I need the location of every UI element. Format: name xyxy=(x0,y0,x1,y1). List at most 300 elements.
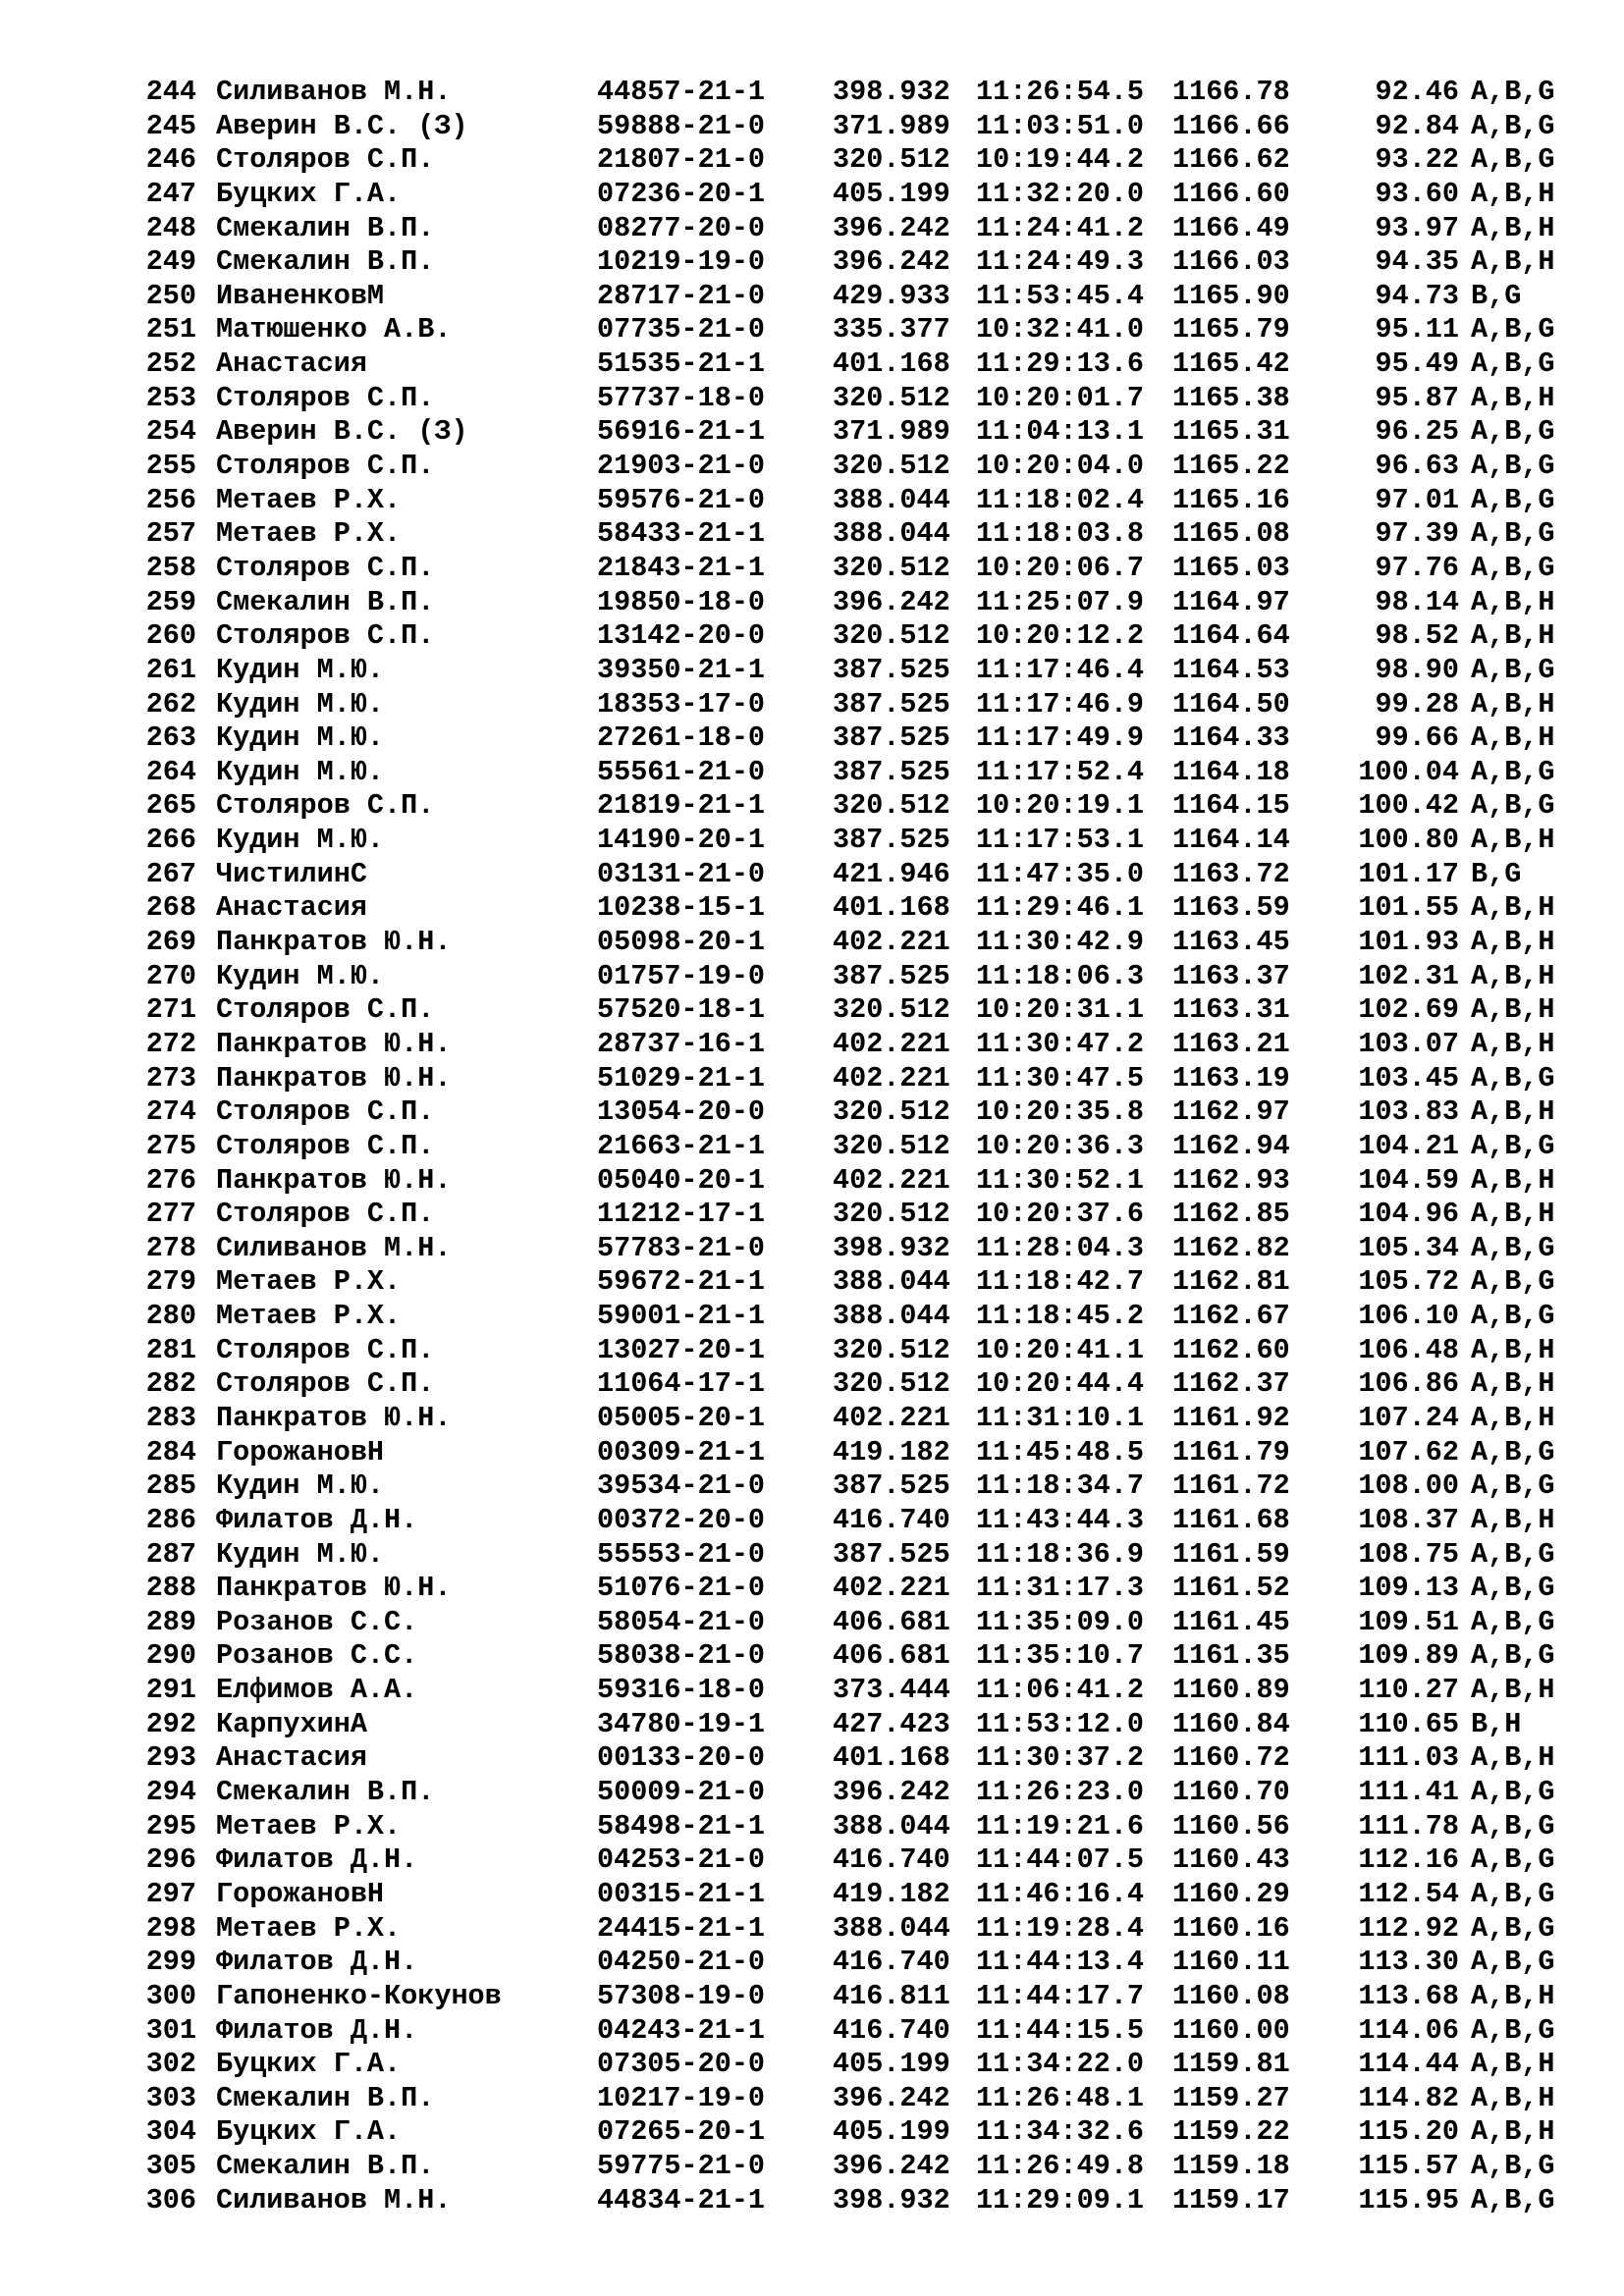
ring-code-cell: 08277-20-0 xyxy=(597,211,766,244)
points-cell: 112.16 xyxy=(1358,1843,1459,1877)
flags-cell: A,B,G xyxy=(1471,1843,1555,1877)
flags-cell: A,B,G xyxy=(1471,109,1555,142)
speed-cell: 1163.31 xyxy=(1172,993,1290,1027)
ring-code-cell: 58433-21-1 xyxy=(597,517,766,551)
participant-name-cell: Столяров С.П. xyxy=(216,1129,435,1162)
arrival-time-cell: 11:24:41.2 xyxy=(976,211,1145,244)
ring-code-cell: 55553-21-0 xyxy=(597,1537,766,1571)
arrival-time-cell: 11:19:28.4 xyxy=(976,1911,1145,1945)
ring-code-cell: 57737-18-0 xyxy=(597,381,766,414)
participant-name-cell: Кудин М.Ю. xyxy=(216,1537,385,1571)
arrival-time-cell: 11:32:20.0 xyxy=(976,177,1145,210)
arrival-time-cell: 11:35:10.7 xyxy=(976,1639,1145,1673)
participant-name-cell: Столяров С.П. xyxy=(216,1333,435,1366)
participant-name-cell: Метаев Р.Х. xyxy=(216,483,402,516)
speed-cell: 1159.22 xyxy=(1172,2115,1290,2149)
speed-cell: 1159.81 xyxy=(1172,2048,1290,2081)
ring-code-cell: 13027-20-1 xyxy=(597,1333,766,1366)
speed-cell: 1166.49 xyxy=(1172,211,1290,244)
flags-cell: A,B,G xyxy=(1471,450,1555,483)
ring-code-cell: 57308-19-0 xyxy=(597,1979,766,2012)
participant-name-cell: Метаев Р.Х. xyxy=(216,1809,402,1842)
speed-cell: 1165.31 xyxy=(1172,415,1290,449)
participant-name-cell: Панкратов Ю.Н. xyxy=(216,1027,452,1060)
speed-cell: 1163.45 xyxy=(1172,926,1290,959)
flags-cell: A,B,H xyxy=(1471,824,1555,857)
participant-name-cell: ГорожановН xyxy=(216,1877,385,1910)
flags-cell: A,B,H xyxy=(1471,891,1555,925)
speed-cell: 1162.93 xyxy=(1172,1163,1290,1197)
speed-cell: 1162.97 xyxy=(1172,1095,1290,1129)
points-cell: 92.46 xyxy=(1375,76,1459,108)
points-cell: 113.30 xyxy=(1358,1946,1459,1979)
speed-cell: 1160.43 xyxy=(1172,1843,1290,1877)
ring-code-cell: 07735-21-0 xyxy=(597,313,766,347)
distance-cell: 406.681 xyxy=(833,1605,950,1638)
ring-code-cell: 21843-21-1 xyxy=(597,551,766,584)
row-number-cell: 300 xyxy=(145,1979,196,2012)
arrival-time-cell: 11:24:49.3 xyxy=(976,245,1145,279)
arrival-time-cell: 11:19:21.6 xyxy=(976,1809,1145,1842)
flags-cell: A,B,G xyxy=(1471,1877,1555,1910)
arrival-time-cell: 11:44:15.5 xyxy=(976,2013,1145,2047)
flags-cell: A,B,H xyxy=(1471,1401,1555,1434)
row-number-cell: 278 xyxy=(145,1231,196,1264)
participant-name-cell: Кудин М.Ю. xyxy=(216,687,385,721)
flags-cell: A,B,G xyxy=(1471,483,1555,516)
arrival-time-cell: 11:28:04.3 xyxy=(976,1231,1145,1264)
arrival-time-cell: 11:18:42.7 xyxy=(976,1265,1145,1299)
ring-code-cell: 10238-15-1 xyxy=(597,891,766,925)
points-cell: 98.14 xyxy=(1375,585,1459,618)
row-number-cell: 293 xyxy=(145,1741,196,1775)
distance-cell: 396.242 xyxy=(833,211,950,244)
distance-cell: 416.740 xyxy=(833,2013,950,2047)
row-number-cell: 296 xyxy=(145,1843,196,1877)
points-cell: 102.31 xyxy=(1358,959,1459,992)
ring-code-cell: 10217-19-0 xyxy=(597,2081,766,2114)
speed-cell: 1164.64 xyxy=(1172,619,1290,653)
participant-name-cell: Панкратов Ю.Н. xyxy=(216,926,452,959)
flags-cell: B,G xyxy=(1471,279,1522,312)
ring-code-cell: 34780-19-1 xyxy=(597,1707,766,1740)
distance-cell: 402.221 xyxy=(833,926,950,959)
speed-cell: 1164.50 xyxy=(1172,687,1290,721)
row-number-cell: 301 xyxy=(145,2013,196,2047)
participant-name-cell: Столяров С.П. xyxy=(216,619,435,653)
ring-code-cell: 44857-21-1 xyxy=(597,76,766,108)
flags-cell: A,B,G xyxy=(1471,76,1555,108)
row-number-cell: 279 xyxy=(145,1265,196,1299)
ring-code-cell: 28717-21-0 xyxy=(597,279,766,312)
arrival-time-cell: 11:29:46.1 xyxy=(976,891,1145,925)
points-cell: 94.73 xyxy=(1375,279,1459,312)
speed-cell: 1160.11 xyxy=(1172,1946,1290,1979)
ring-code-cell: 56916-21-1 xyxy=(597,415,766,449)
row-number-cell: 287 xyxy=(145,1537,196,1571)
arrival-time-cell: 10:20:12.2 xyxy=(976,619,1145,653)
participant-name-cell: Столяров С.П. xyxy=(216,551,435,584)
points-cell: 93.97 xyxy=(1375,211,1459,244)
points-cell: 107.62 xyxy=(1358,1435,1459,1468)
points-cell: 106.48 xyxy=(1358,1333,1459,1366)
arrival-time-cell: 11:18:02.4 xyxy=(976,483,1145,516)
speed-cell: 1162.60 xyxy=(1172,1333,1290,1366)
row-number-cell: 305 xyxy=(145,2150,196,2183)
flags-cell: A,B,H xyxy=(1471,687,1555,721)
speed-cell: 1160.00 xyxy=(1172,2013,1290,2047)
points-cell: 108.37 xyxy=(1358,1503,1459,1536)
points-cell: 95.11 xyxy=(1375,313,1459,347)
speed-cell: 1165.22 xyxy=(1172,450,1290,483)
row-number-cell: 276 xyxy=(145,1163,196,1197)
points-cell: 103.07 xyxy=(1358,1027,1459,1060)
row-number-cell: 267 xyxy=(145,857,196,890)
participant-name-cell: Силиванов М.Н. xyxy=(216,2183,452,2216)
flags-cell: A,B,H xyxy=(1471,177,1555,210)
participant-name-cell: Столяров С.П. xyxy=(216,450,435,483)
distance-cell: 419.182 xyxy=(833,1435,950,1468)
participant-name-cell: Смекалин В.П. xyxy=(216,585,435,618)
flags-cell: A,B,G xyxy=(1471,1061,1555,1095)
row-number-cell: 295 xyxy=(145,1809,196,1842)
participant-name-cell: Анастасия xyxy=(216,347,367,381)
speed-cell: 1161.92 xyxy=(1172,1401,1290,1434)
participant-name-cell: Кудин М.Ю. xyxy=(216,721,385,755)
row-number-cell: 294 xyxy=(145,1776,196,1809)
ring-code-cell: 24415-21-1 xyxy=(597,1911,766,1945)
points-cell: 102.69 xyxy=(1358,993,1459,1027)
participant-name-cell: Кудин М.Ю. xyxy=(216,824,385,857)
row-number-cell: 261 xyxy=(145,653,196,686)
flags-cell: A,B,G xyxy=(1471,1911,1555,1945)
speed-cell: 1162.81 xyxy=(1172,1265,1290,1299)
arrival-time-cell: 10:20:37.6 xyxy=(976,1198,1145,1231)
flags-cell: A,B,G xyxy=(1471,1300,1555,1333)
distance-cell: 387.525 xyxy=(833,721,950,755)
participant-name-cell: Метаев Р.Х. xyxy=(216,1300,402,1333)
distance-cell: 320.512 xyxy=(833,143,950,177)
row-number-cell: 274 xyxy=(145,1095,196,1129)
ring-code-cell: 57783-21-0 xyxy=(597,1231,766,1264)
speed-cell: 1161.52 xyxy=(1172,1572,1290,1605)
distance-cell: 371.989 xyxy=(833,415,950,449)
speed-cell: 1162.37 xyxy=(1172,1367,1290,1401)
points-cell: 114.44 xyxy=(1358,2048,1459,2081)
ring-code-cell: 51076-21-0 xyxy=(597,1572,766,1605)
arrival-time-cell: 11:30:42.9 xyxy=(976,926,1145,959)
flags-cell: A,B,G xyxy=(1471,1776,1555,1809)
distance-cell: 320.512 xyxy=(833,1129,950,1162)
distance-cell: 396.242 xyxy=(833,1776,950,1809)
participant-name-cell: Филатов Д.Н. xyxy=(216,1946,418,1979)
ring-code-cell: 44834-21-1 xyxy=(597,2183,766,2216)
distance-cell: 421.946 xyxy=(833,857,950,890)
arrival-time-cell: 10:20:31.1 xyxy=(976,993,1145,1027)
distance-cell: 387.525 xyxy=(833,755,950,788)
distance-cell: 396.242 xyxy=(833,2150,950,2183)
speed-cell: 1161.72 xyxy=(1172,1469,1290,1503)
flags-cell: A,B,H xyxy=(1471,1979,1555,2012)
speed-cell: 1160.08 xyxy=(1172,1979,1290,2012)
ring-code-cell: 00309-21-1 xyxy=(597,1435,766,1468)
ring-code-cell: 19850-18-0 xyxy=(597,585,766,618)
arrival-time-cell: 11:45:48.5 xyxy=(976,1435,1145,1468)
ring-code-cell: 59888-21-0 xyxy=(597,109,766,142)
arrival-time-cell: 11:26:49.8 xyxy=(976,2150,1145,2183)
points-cell: 95.87 xyxy=(1375,381,1459,414)
distance-cell: 320.512 xyxy=(833,450,950,483)
flags-cell: A,B,G xyxy=(1471,1946,1555,1979)
points-cell: 104.21 xyxy=(1358,1129,1459,1162)
row-number-cell: 272 xyxy=(145,1027,196,1060)
distance-cell: 388.044 xyxy=(833,483,950,516)
flags-cell: A,B,G xyxy=(1471,2183,1555,2216)
distance-cell: 387.525 xyxy=(833,959,950,992)
participant-name-cell: Панкратов Ю.Н. xyxy=(216,1572,452,1605)
speed-cell: 1164.97 xyxy=(1172,585,1290,618)
flags-cell: A,B,G xyxy=(1471,755,1555,788)
row-number-cell: 245 xyxy=(145,109,196,142)
points-cell: 110.27 xyxy=(1358,1674,1459,1707)
ring-code-cell: 05005-20-1 xyxy=(597,1401,766,1434)
speed-cell: 1161.68 xyxy=(1172,1503,1290,1536)
flags-cell: A,B,G xyxy=(1471,2013,1555,2047)
participant-name-cell: Кудин М.Ю. xyxy=(216,1469,385,1503)
distance-cell: 387.525 xyxy=(833,824,950,857)
points-cell: 97.39 xyxy=(1375,517,1459,551)
points-cell: 92.84 xyxy=(1375,109,1459,142)
row-number-cell: 270 xyxy=(145,959,196,992)
points-cell: 97.76 xyxy=(1375,551,1459,584)
flags-cell: A,B,H xyxy=(1471,1367,1555,1401)
ring-code-cell: 07305-20-0 xyxy=(597,2048,766,2081)
distance-cell: 320.512 xyxy=(833,1095,950,1129)
row-number-cell: 297 xyxy=(145,1877,196,1910)
row-number-cell: 258 xyxy=(145,551,196,584)
row-number-cell: 273 xyxy=(145,1061,196,1095)
distance-cell: 405.199 xyxy=(833,2115,950,2149)
arrival-time-cell: 11:26:54.5 xyxy=(976,76,1145,108)
row-number-cell: 284 xyxy=(145,1435,196,1468)
ring-code-cell: 11212-17-1 xyxy=(597,1198,766,1231)
speed-cell: 1162.82 xyxy=(1172,1231,1290,1264)
flags-cell: A,B,H xyxy=(1471,1741,1555,1775)
speed-cell: 1162.85 xyxy=(1172,1198,1290,1231)
participant-name-cell: Столяров С.П. xyxy=(216,1367,435,1401)
participant-name-cell: Буцких Г.А. xyxy=(216,177,402,210)
ring-code-cell: 51535-21-1 xyxy=(597,347,766,381)
speed-cell: 1164.53 xyxy=(1172,653,1290,686)
row-number-cell: 304 xyxy=(145,2115,196,2149)
speed-cell: 1160.70 xyxy=(1172,1776,1290,1809)
points-cell: 93.22 xyxy=(1375,143,1459,177)
participant-name-cell: Столяров С.П. xyxy=(216,993,435,1027)
speed-cell: 1163.19 xyxy=(1172,1061,1290,1095)
speed-cell: 1165.38 xyxy=(1172,381,1290,414)
ring-code-cell: 55561-21-0 xyxy=(597,755,766,788)
flags-cell: A,B,H xyxy=(1471,619,1555,653)
row-number-cell: 248 xyxy=(145,211,196,244)
participant-name-cell: Панкратов Ю.Н. xyxy=(216,1401,452,1434)
arrival-time-cell: 11:29:09.1 xyxy=(976,2183,1145,2216)
flags-cell: A,B,G xyxy=(1471,415,1555,449)
flags-cell: A,B,G xyxy=(1471,1639,1555,1673)
distance-cell: 388.044 xyxy=(833,1809,950,1842)
arrival-time-cell: 11:44:17.7 xyxy=(976,1979,1145,2012)
participant-name-cell: Елфимов А.А. xyxy=(216,1674,418,1707)
participant-name-cell: ЧистилинС xyxy=(216,857,367,890)
participant-name-cell: Смекалин В.П. xyxy=(216,2081,435,2114)
participant-name-cell: Буцких Г.А. xyxy=(216,2115,402,2149)
points-cell: 114.82 xyxy=(1358,2081,1459,2114)
participant-name-cell: Анастасия xyxy=(216,891,367,925)
flags-cell: A,B,H xyxy=(1471,926,1555,959)
participant-name-cell: Смекалин В.П. xyxy=(216,245,435,279)
row-number-cell: 246 xyxy=(145,143,196,177)
points-cell: 111.03 xyxy=(1358,1741,1459,1775)
speed-cell: 1163.59 xyxy=(1172,891,1290,925)
ring-code-cell: 59316-18-0 xyxy=(597,1674,766,1707)
row-number-cell: 269 xyxy=(145,926,196,959)
speed-cell: 1162.67 xyxy=(1172,1300,1290,1333)
points-cell: 100.42 xyxy=(1358,789,1459,823)
distance-cell: 416.740 xyxy=(833,1946,950,1979)
row-number-cell: 302 xyxy=(145,2048,196,2081)
flags-cell: A,B,H xyxy=(1471,2048,1555,2081)
flags-cell: B,H xyxy=(1471,1707,1522,1740)
points-cell: 97.01 xyxy=(1375,483,1459,516)
participant-name-cell: Матюшенко А.В. xyxy=(216,313,452,347)
points-cell: 99.66 xyxy=(1375,721,1459,755)
row-number-cell: 244 xyxy=(145,76,196,108)
row-number-cell: 263 xyxy=(145,721,196,755)
points-cell: 110.65 xyxy=(1358,1707,1459,1740)
speed-cell: 1160.16 xyxy=(1172,1911,1290,1945)
flags-cell: A,B,H xyxy=(1471,381,1555,414)
participant-name-cell: Розанов С.С. xyxy=(216,1639,418,1673)
participant-name-cell: Столяров С.П. xyxy=(216,381,435,414)
distance-cell: 398.932 xyxy=(833,1231,950,1264)
distance-cell: 419.182 xyxy=(833,1877,950,1910)
row-number-cell: 290 xyxy=(145,1639,196,1673)
flags-cell: A,B,H xyxy=(1471,721,1555,755)
points-cell: 93.60 xyxy=(1375,177,1459,210)
distance-cell: 320.512 xyxy=(833,619,950,653)
flags-cell: A,B,G xyxy=(1471,517,1555,551)
row-number-cell: 299 xyxy=(145,1946,196,1979)
ring-code-cell: 07265-20-1 xyxy=(597,2115,766,2149)
arrival-time-cell: 10:32:41.0 xyxy=(976,313,1145,347)
points-cell: 96.25 xyxy=(1375,415,1459,449)
row-number-cell: 289 xyxy=(145,1605,196,1638)
ring-code-cell: 58038-21-0 xyxy=(597,1639,766,1673)
row-number-cell: 282 xyxy=(145,1367,196,1401)
ring-code-cell: 03131-21-0 xyxy=(597,857,766,890)
arrival-time-cell: 11:31:10.1 xyxy=(976,1401,1145,1434)
points-cell: 98.52 xyxy=(1375,619,1459,653)
ring-code-cell: 05098-20-1 xyxy=(597,926,766,959)
distance-cell: 416.811 xyxy=(833,1979,950,2012)
participant-name-cell: Кудин М.Ю. xyxy=(216,653,385,686)
speed-cell: 1165.16 xyxy=(1172,483,1290,516)
row-number-cell: 251 xyxy=(145,313,196,347)
ring-code-cell: 14190-20-1 xyxy=(597,824,766,857)
row-number-cell: 298 xyxy=(145,1911,196,1945)
speed-cell: 1166.78 xyxy=(1172,76,1290,108)
arrival-time-cell: 10:20:35.8 xyxy=(976,1095,1145,1129)
row-number-cell: 256 xyxy=(145,483,196,516)
ring-code-cell: 10219-19-0 xyxy=(597,245,766,279)
speed-cell: 1163.37 xyxy=(1172,959,1290,992)
flags-cell: A,B,G xyxy=(1471,653,1555,686)
arrival-time-cell: 11:03:51.0 xyxy=(976,109,1145,142)
ring-code-cell: 00133-20-0 xyxy=(597,1741,766,1775)
speed-cell: 1166.03 xyxy=(1172,245,1290,279)
participant-name-cell: Столяров С.П. xyxy=(216,143,435,177)
speed-cell: 1160.29 xyxy=(1172,1877,1290,1910)
participant-name-cell: Филатов Д.Н. xyxy=(216,2013,418,2047)
row-number-cell: 283 xyxy=(145,1401,196,1434)
speed-cell: 1160.84 xyxy=(1172,1707,1290,1740)
speed-cell: 1165.08 xyxy=(1172,517,1290,551)
speed-cell: 1164.18 xyxy=(1172,755,1290,788)
flags-cell: A,B,G xyxy=(1471,1572,1555,1605)
distance-cell: 405.199 xyxy=(833,2048,950,2081)
arrival-time-cell: 11:18:36.9 xyxy=(976,1537,1145,1571)
ring-code-cell: 51029-21-1 xyxy=(597,1061,766,1095)
distance-cell: 387.525 xyxy=(833,687,950,721)
points-cell: 106.86 xyxy=(1358,1367,1459,1401)
speed-cell: 1159.17 xyxy=(1172,2183,1290,2216)
flags-cell: A,B,G xyxy=(1471,143,1555,177)
points-cell: 101.93 xyxy=(1358,926,1459,959)
row-number-cell: 268 xyxy=(145,891,196,925)
points-cell: 109.51 xyxy=(1358,1605,1459,1638)
participant-name-cell: Столяров С.П. xyxy=(216,1198,435,1231)
arrival-time-cell: 11:30:47.2 xyxy=(976,1027,1145,1060)
row-number-cell: 292 xyxy=(145,1707,196,1740)
distance-cell: 387.525 xyxy=(833,1537,950,1571)
distance-cell: 401.168 xyxy=(833,891,950,925)
ring-code-cell: 13054-20-0 xyxy=(597,1095,766,1129)
ring-code-cell: 21807-21-0 xyxy=(597,143,766,177)
speed-cell: 1163.21 xyxy=(1172,1027,1290,1060)
distance-cell: 388.044 xyxy=(833,517,950,551)
arrival-time-cell: 11:30:47.5 xyxy=(976,1061,1145,1095)
speed-cell: 1166.66 xyxy=(1172,109,1290,142)
row-number-cell: 288 xyxy=(145,1572,196,1605)
row-number-cell: 291 xyxy=(145,1674,196,1707)
distance-cell: 388.044 xyxy=(833,1265,950,1299)
row-number-cell: 280 xyxy=(145,1300,196,1333)
ring-code-cell: 05040-20-1 xyxy=(597,1163,766,1197)
distance-cell: 373.444 xyxy=(833,1674,950,1707)
participant-name-cell: Кудин М.Ю. xyxy=(216,755,385,788)
arrival-time-cell: 11:53:12.0 xyxy=(976,1707,1145,1740)
participant-name-cell: Силиванов М.Н. xyxy=(216,76,452,108)
points-cell: 98.90 xyxy=(1375,653,1459,686)
distance-cell: 320.512 xyxy=(833,993,950,1027)
points-cell: 112.92 xyxy=(1358,1911,1459,1945)
distance-cell: 320.512 xyxy=(833,1198,950,1231)
flags-cell: A,B,H xyxy=(1471,211,1555,244)
distance-cell: 416.740 xyxy=(833,1843,950,1877)
flags-cell: A,B,H xyxy=(1471,1333,1555,1366)
arrival-time-cell: 11:43:44.3 xyxy=(976,1503,1145,1536)
row-number-cell: 262 xyxy=(145,687,196,721)
ring-code-cell: 59672-21-1 xyxy=(597,1265,766,1299)
